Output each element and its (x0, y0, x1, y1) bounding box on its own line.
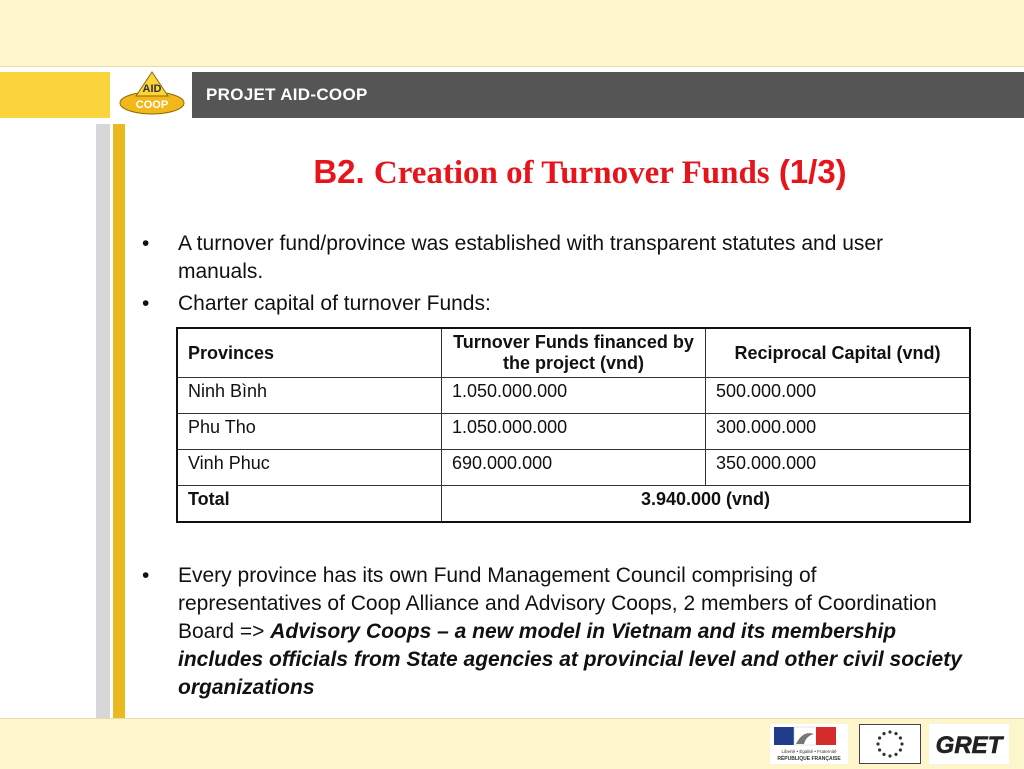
aid-coop-logo (114, 70, 190, 120)
total-value: 3.940.000 (vnd) (442, 486, 971, 523)
slide-title-main: Creation of Turnover Funds (373, 155, 770, 191)
cell-turnover-funds: 1.050.000.000 (442, 414, 706, 450)
slide-title (150, 150, 1010, 195)
cell-turnover-funds: 690.000.000 (442, 450, 706, 486)
cell-province: Phu Tho (177, 414, 442, 450)
table-row (177, 414, 970, 450)
column-header-provinces: Provinces (177, 328, 442, 378)
republique-motto: Liberté • Égalité • Fraternité (781, 749, 837, 754)
eu-flag-logo (859, 724, 921, 769)
bullet-marker: • (142, 232, 150, 255)
table-row (177, 378, 970, 414)
slide-title-code: B2. (313, 153, 365, 190)
bullet-item (142, 230, 962, 286)
aid-coop-logo-icon (114, 70, 190, 120)
header-title-band (192, 72, 1024, 118)
logo-text-aid: AID (142, 83, 162, 95)
bullet-text-emphasis: Advisory Coops – a new model in Vietnam and its membership includes officials from State agencies at provincial level and other civil society organizations (178, 620, 962, 699)
left-bar-gold (113, 124, 125, 718)
cell-turnover-funds: 1.050.000.000 (442, 378, 706, 414)
bullet-marker: • (142, 292, 150, 315)
eu-stars-icon (859, 724, 921, 764)
republique-francaise-logo (770, 724, 848, 769)
column-header-turnover-funds: Turnover Funds financed by the project (vnd) (442, 328, 706, 378)
header-bar (0, 70, 1024, 120)
cell-province: Vinh Phuc (177, 450, 442, 486)
table-row (177, 450, 970, 486)
gret-logo (929, 724, 1009, 769)
bullet-marker: • (142, 564, 150, 587)
total-label: Total (177, 486, 442, 523)
slide-title-part: (1/3) (778, 153, 847, 190)
column-header-reciprocal-capital: Reciprocal Capital (vnd) (706, 328, 971, 378)
bullet-text: Charter capital of turnover Funds: (178, 292, 491, 315)
cell-reciprocal-capital: 500.000.000 (706, 378, 971, 414)
left-decor-bars (96, 124, 130, 718)
header-accent-block (0, 72, 110, 118)
bullet-text (178, 562, 962, 702)
republique-name: RÉPUBLIQUE FRANÇAISE (777, 756, 841, 762)
bullet-text: A turnover fund/province was established with transparent statutes and user manuals. (178, 232, 884, 283)
gret-logo-icon (929, 724, 1009, 764)
left-bar-grey (96, 124, 110, 718)
bullet-item (142, 562, 962, 702)
cell-reciprocal-capital: 300.000.000 (706, 414, 971, 450)
cell-province: Ninh Bình (177, 378, 442, 414)
table-header-row (177, 328, 970, 378)
top-band (0, 0, 1024, 67)
project-title: PROJET AID-COOP (206, 85, 368, 104)
funds-table (176, 327, 971, 523)
bullet-text-plain: Every province has its own Fund Management Council comprising of representatives of Coop Alliance and Advisory Coops, 2 members of Coordination Board => (178, 564, 937, 643)
bullet-item (142, 290, 962, 318)
logo-text-coop: COOP (135, 99, 169, 111)
marianne-icon (770, 724, 848, 764)
gret-logo-text: GRET (935, 732, 1003, 759)
cell-reciprocal-capital: 350.000.000 (706, 450, 971, 486)
table-total-row (177, 486, 970, 523)
